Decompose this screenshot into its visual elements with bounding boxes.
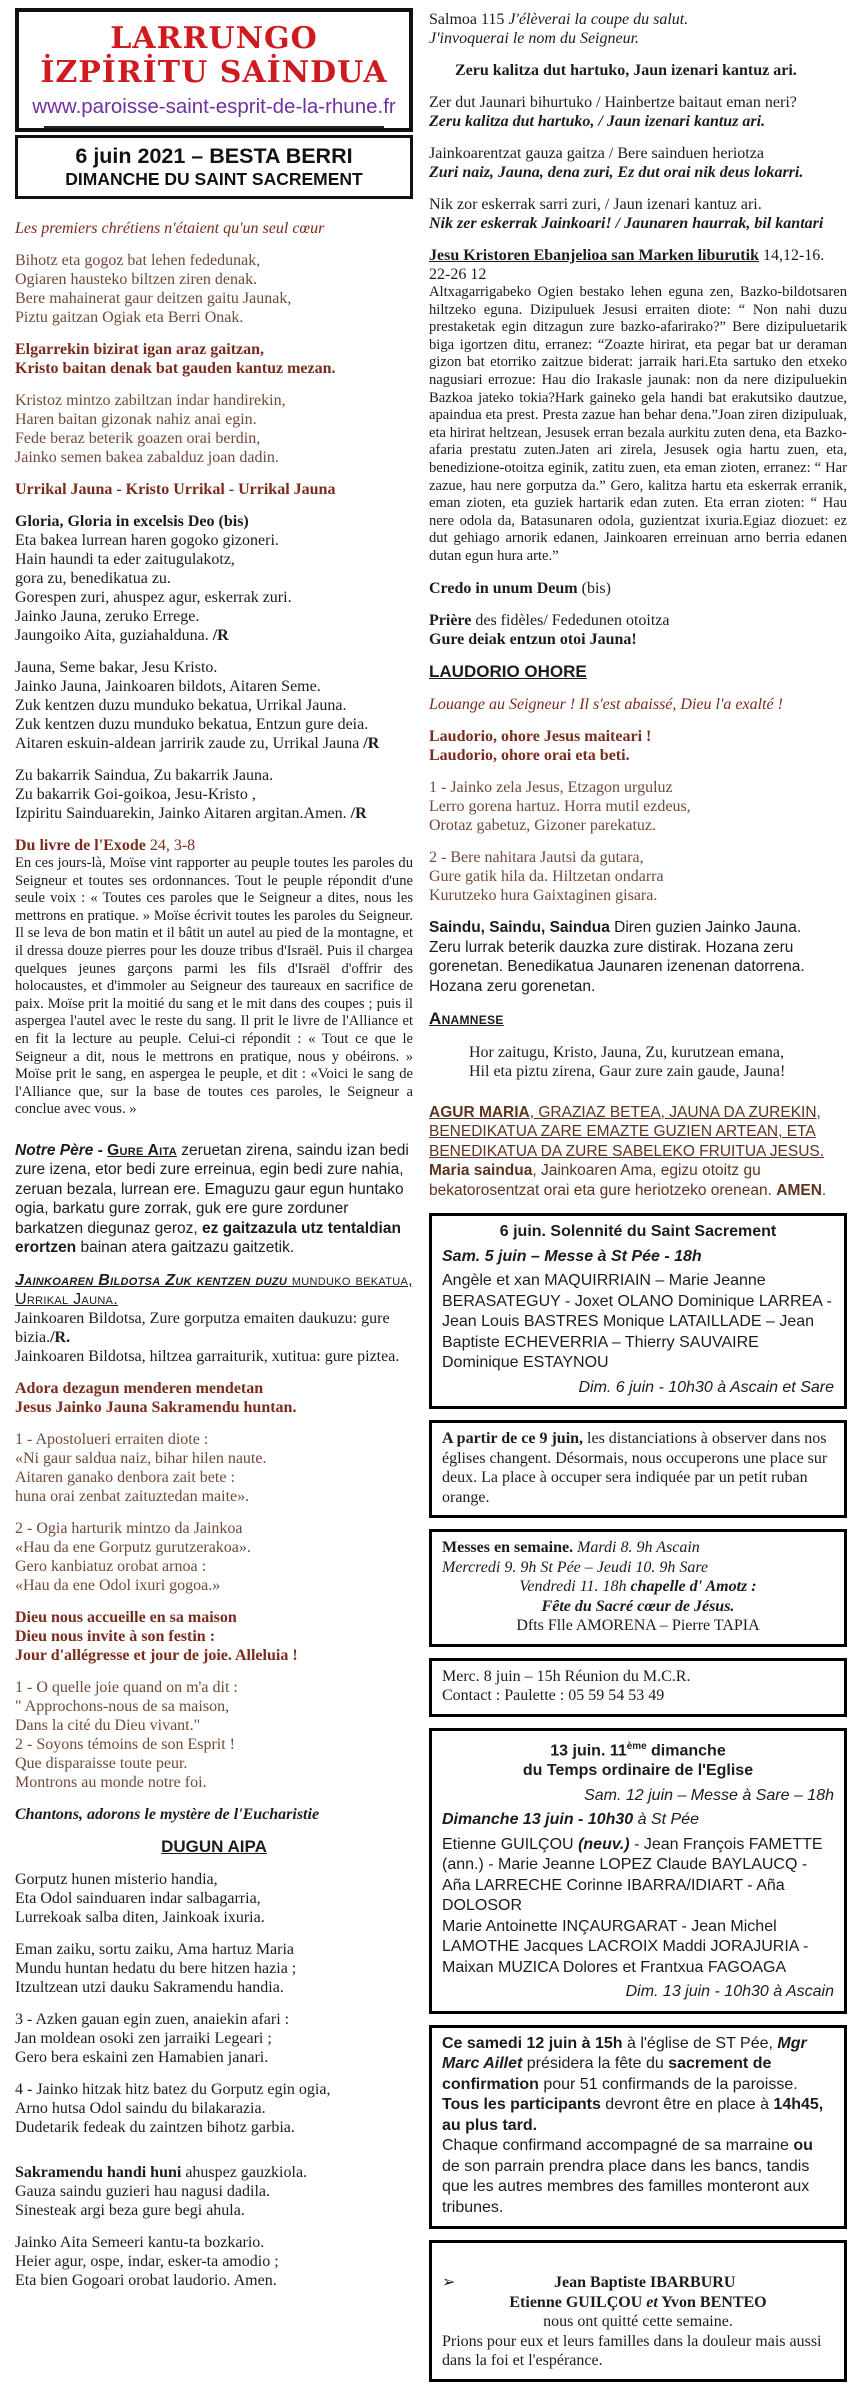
paragraph (15, 251, 413, 327)
text-run: Fête du Sacré cœur de Jésus. (541, 1597, 735, 1615)
text-line (442, 1538, 834, 1558)
text-line: Gorputz hunen misterio handia, (15, 1871, 218, 1889)
box-distanciation (429, 1420, 847, 1518)
paragraph (442, 1810, 834, 1831)
text-run: Zeru kalitza dut hartuko, / Jaun izenari kantuz ari. (429, 113, 766, 130)
text-line (442, 2273, 834, 2293)
notre-pere (15, 1141, 413, 1258)
laudorio-ohore-title (429, 662, 847, 683)
text-line: Bihotz eta gogoz bat lehen fededunak, (15, 252, 261, 269)
paragraph (429, 93, 847, 131)
text-line (15, 626, 413, 645)
text-run: Zuri naiz, Jauna, dena zuri, Ez dut orai nik deus lokarri. (429, 164, 804, 181)
text-line (429, 29, 847, 48)
paragraph (442, 1222, 834, 1243)
text-line: Laudorio, ohore Jesus maiteari ! (429, 728, 652, 745)
text-run: à l'église de ST Pée, (622, 2034, 778, 2052)
text-run: Credo in unum Deum (429, 579, 578, 597)
paragraph (429, 195, 847, 233)
text-line: Aitaren ganako denbora zait bete : (15, 1468, 235, 1486)
text-line: huna orai zenbat zaituztedan maite». (15, 1487, 250, 1505)
text-line (442, 1616, 834, 1636)
text-run: 14h45, au plus tard. (442, 2096, 824, 2134)
text-line (429, 1009, 847, 1030)
paragraph (15, 1870, 413, 1927)
box-13-juin (429, 1728, 847, 2014)
right-column-content (429, 10, 847, 2382)
text-line: Kristoz mintzo zabiltzan indar handirekin, (15, 392, 286, 409)
paragraph (429, 611, 847, 649)
paragraph (15, 1519, 413, 1595)
text-line: Hain haundi ta eder zaitugulakotz, (15, 551, 235, 568)
right-column (429, 8, 847, 2393)
paragraph (15, 1678, 413, 1792)
text-line: 2 - Ogia harturik mintzo da Jainkoa (15, 1519, 243, 1537)
psalm-115 (429, 10, 847, 48)
text-line (429, 630, 847, 649)
text-line: 6 juin. Solennité du Saint Sacrement (499, 1223, 777, 1240)
text-run: AGUR MARIA (429, 1103, 530, 1121)
paragraph (442, 1271, 834, 1374)
text-line: Orotaz gabetuz, Gizoner parekatuz. (429, 817, 656, 834)
text-line: Jainko Jauna, Jainkoaren bildots, Aitaren Seme. (15, 678, 321, 695)
text-line (429, 611, 847, 630)
text-run: ou (793, 2137, 813, 2155)
paragraph (442, 1378, 834, 1399)
text-line: Haren baitan gizonak nahiz anai egin. (15, 411, 257, 428)
hymn-title-dugun-aipa (15, 1837, 413, 1858)
text-run: pour 51 confirmands de la paroisse. (538, 2075, 798, 2093)
text-run: ahuspez gauzkiola. (181, 2164, 308, 2182)
text-run: (neuv.) (578, 1835, 630, 1853)
sanctus (429, 918, 847, 996)
text-line: Dudetarik fedeak du zaintzen bihotz garbia. (15, 2119, 295, 2137)
paragraph (442, 1667, 834, 1706)
text-line: Sam. 12 juin – Messe à Sare – 18h (584, 1786, 834, 1804)
text-run: AMEN (776, 1181, 822, 1199)
paragraph (442, 1538, 834, 1636)
text-line: Angèle et xan MAQUIRRIAIN – Marie Jeanne BERASATEGUY - Joxet OLANO Dominique LARREA - Jean Louis BASTRES Monique LATAILLADE – Jean Baptiste ECHEVERRIA – Thierry SAUVAIRE Dominique ESTAYNOU (442, 1272, 832, 1371)
text-run: Jainkoaren Bildotsa Zuk kentzen duzu (15, 1271, 288, 1289)
text-line: Mundu huntan hedatu du bere hitzen hazia ; (15, 1960, 297, 1978)
text-run: et (646, 2293, 658, 2311)
paragraph (15, 2233, 413, 2290)
text-run: - Jean François FAMETTE (ann.) - Marie Jeanne LOPEZ Claude BAYLAUCQ - Aña LARRECHE Corinne IBARRA/IDIART - Aña DOLOSOR (442, 1835, 823, 1915)
paragraph (429, 727, 847, 765)
paragraph (442, 1786, 834, 1807)
text-line: Dim. 13 juin - 10h30 à Ascain (625, 1983, 834, 2001)
date-title-box (15, 135, 413, 199)
text-run: Salmoa 115 (429, 11, 509, 28)
paragraph (15, 2163, 413, 2220)
text-run: des fidèles/ Fededunen otoitza (471, 611, 670, 629)
text-run: 13 juin. 11 (550, 1741, 627, 1759)
text-line (442, 1577, 834, 1597)
text-line: Jauna, Seme bakar, Jesu Kristo. (15, 659, 218, 676)
text-line: Zeru kalitza dut hartuko, Jaun izenari kantuz ari. (455, 62, 797, 79)
text-line: Adora dezagun menderen mendetan (15, 1379, 264, 1397)
text-run: ez gaitzazula utz tentaldian erortzen (15, 1219, 401, 1257)
text-run: . (821, 1181, 827, 1199)
text-line: Dim. 6 juin - 10h30 à Ascain et Sare (578, 1378, 834, 1396)
text-line: Fede beraz beterik goazen orai berdin, (15, 430, 261, 447)
box-6-juin (429, 1213, 847, 1409)
text-run: , GRAZIAZ BETEA, JAUNA DA ZUREKIN, BENEDIKATUA ZARE EMAZTE GUZIEN ARTEAN, ETA BENEDIKATUA DA ZURE SABELEKO FRUITUA JESUS. (429, 1103, 825, 1160)
text-line: Ogiaren hausteko biltzen ziren denak. (15, 271, 258, 288)
text-line: Jainkoaren Bildotsa, hiltzea garraiturik, xutitua: gure piztea. (15, 1347, 400, 1365)
text-line: Hil eta piztu zirena, Gaur zure zain gaude, Jauna! (469, 1062, 786, 1080)
text-line: Kristo baitan denak bat gauden kantuz mezan. (15, 360, 336, 377)
jainkoaren-bildotsa (15, 1271, 413, 1366)
box-deces (429, 2240, 847, 2382)
text-line: Piztu gaitzan Ogiak eta Berri Onak. (15, 309, 244, 326)
text-line: Gero bera eskaini zen Hamabien janari. (15, 2049, 269, 2067)
text-line: Gero kanbiatuz orobat arnoa : (15, 1557, 207, 1575)
paragraph (442, 1835, 834, 1979)
paragraph (15, 340, 413, 378)
text-line: Altxagarrigabeko Ogien bestako lehen eguna zen, Bazko-bildotsaren hiltzeko eguna. Dizipuluek Jesusi erraiten diote: “ Non nahi duzu prestaketak egin ditzagun zure bazko-afarirako?” Bere dizipuluetarik biga igortzen ditu, erranez: “Zoazte hirirat, eta pegar bat ur deraman gizon bat etorriko zaitzue biderat: jarraik hari.Eta sartuko den etxeko nagusiari errozue: Hau dio Irakasle jaunak: non da nere dizipuluekin Bazkoa jateko tokia?Hark gaineko gela handi bat erakutsiko dautzue, apaindua eta prest. Presta zazue han behar dena.”Joan ziren dizipuluak, eta hirirat heltzean, Jesusek erran bezala aurkitu zuten dena, eta Bazko-afaria prestatu zuten.Jaten ari zirela, Jesusek ogia hartu zuen, eta, benedizione-otoitza eginik, zatitu zuen, eta eman zioten, erranez: “ Har zazue, hau nere gorputza da.” Gero, kalitza hartu eta eskerrak erranik, eman zioten, eta guziek hartarik edan zuten. Eta erran zioten: “ Hau nere odola da, Batasunaren odola, guzientzat ixuria.Egiaz diozuet: ez dut gehiago arnorik edanen, Jainkoaren erreinuan arno berria edanen dutan egun hura arte.” (429, 284, 847, 564)
text-line (429, 1161, 847, 1200)
text-line: Nik zor eskerrak sarri zuri, / Jaun izenari kantuz ari. (429, 196, 762, 213)
text-line: 2 - Bere nahitara Jautsi da gutara, (429, 849, 644, 866)
text-line: Louange au Seigneur ! Il s'est abaissé, Dieu l'a exalté ! (429, 696, 783, 713)
text-run: de son parrain prendra place dans les bancs, tandis que les autres membres des familles monteront aux tribunes. (442, 2157, 810, 2216)
text-run: ➢ (442, 2274, 456, 2292)
text-run: 14,12-16. 22-26 12 (429, 247, 825, 283)
agur-maria (429, 1103, 847, 1201)
text-line: Eta Odol sainduaren indar salbagarria, (15, 1890, 261, 1908)
text-line (15, 1141, 413, 1258)
text-line: Sinesteak argi beza gure begi ahula. (15, 2202, 245, 2220)
paragraph (429, 144, 847, 182)
text-line: Jainkoarentzat gauza gaitza / Bere sainduen heriotza (429, 145, 764, 162)
text-line (15, 1309, 413, 1347)
paragraph (429, 61, 847, 80)
text-line: Bere mahainerat gaur deitzen gaitu Jaunak, (15, 290, 292, 307)
text-line: Urrikal Jauna - Kristo Urrikal - Urrikal Jauna (15, 481, 336, 498)
reading-exode (15, 836, 413, 1119)
text-line: Jour d'allégresse et jour de joie. Alleluia ! (15, 1646, 298, 1664)
text-run: DUGUN AIPA (161, 1836, 267, 1856)
text-line (442, 2136, 834, 2218)
text-line: Lerro gorena hartuz. Horra mutil ezdeus, (429, 798, 691, 815)
left-column (15, 8, 413, 2393)
left-column-content (15, 219, 413, 2290)
text-line (442, 1810, 834, 1831)
paragraph (15, 658, 413, 753)
text-line: Zuk kentzen duzu munduko bekatua, Urrikal Jauna. (15, 697, 347, 714)
text-run: Mardi 8. 9h Ascain (577, 1539, 700, 1556)
text-line (15, 836, 413, 855)
text-run: Nik zer eskerrak Jainkoari! / Jaunaren haurrak, bil kantari (429, 215, 824, 232)
text-line: Eta bakea lurrean haren gogoko gizoneri. (15, 532, 279, 549)
paragraph (15, 391, 413, 467)
text-line: Lurrekoak salba diten, Jainkoak ixuria. (15, 1909, 265, 1927)
text-run: /R (363, 735, 380, 752)
text-line: Contact : Paulette : 05 59 54 53 49 (442, 1687, 665, 1704)
text-line: «Ni gaur saldua naiz, bihar hilen naute. (15, 1449, 267, 1467)
text-line (442, 1835, 834, 1917)
text-line (15, 1271, 413, 1309)
text-run: J'invoquerai le nom du Seigneur. (429, 30, 640, 47)
paragraph (442, 1737, 834, 1782)
text-run: Du livre de l'Exode (15, 837, 146, 854)
text-run: Etienne GUILÇOU (442, 1835, 579, 1853)
text-line: Hor zaitugu, Kristo, Jauna, Zu, kurutzean emana, (469, 1043, 785, 1061)
text-line: Arno hutsa Odol saindu du bilakarazia. (15, 2100, 266, 2118)
paragraph (442, 2034, 834, 2219)
parish-name: LARRUNGO İZPİRİTU SAİNDUA (40, 21, 388, 90)
paragraph (15, 480, 413, 499)
paragraph (15, 1805, 413, 1824)
text-run: Anamnese (429, 1009, 504, 1028)
text-run: Vendredi 11. 18h (519, 1578, 631, 1595)
text-line: Marie Antoinette INÇAURGARAT - Jean Michel LAMOTHE Jacques LACROIX Maddi JORAJURIA - Maixan MUZICA Dolores et Frantxua FAGOAGA (442, 1917, 809, 1976)
text-run: LAUDORIO OHORE (429, 661, 587, 681)
text-run: /R. (50, 1328, 71, 1346)
text-line: 3 - Azken gauan egin zuen, anaiekin afari : (15, 2011, 290, 2029)
text-line: Chantons, adorons le mystère de l'Eucharistie (15, 1805, 320, 1823)
text-line: 4 - Jainko hitzak hitz batez du Gorputz egin ogia, (15, 2081, 331, 2099)
text-run: Messes en semaine. (442, 1539, 578, 1556)
text-line: Jainko semen bakea zabalduz joan dadin. (15, 449, 279, 466)
text-run: Sakramendu handi huni (15, 2164, 182, 2182)
text-line: Merc. 8 juin – 15h Réunion du M.C.R. (442, 1667, 691, 1685)
paragraph (15, 2080, 413, 2137)
text-line (442, 1737, 834, 1762)
box-messes-semaine (429, 1529, 847, 1647)
text-line (442, 2034, 834, 2096)
text-run: munduko bekatua, Urrikal Jauna. (15, 1271, 413, 1308)
text-line (429, 214, 847, 233)
text-line (429, 918, 847, 938)
text-line: Heier agur, ospe, indar, esker-ta amodio ; (15, 2253, 279, 2271)
anamnese-title (429, 1009, 847, 1030)
text-run: Izpiritu Sainduarekin, Jainko Aitaren argitan.Amen. (15, 805, 351, 822)
paragraph (442, 1429, 834, 1507)
text-line (442, 2095, 834, 2136)
text-line: Dans la cité du Dieu vivant." (15, 1716, 201, 1734)
text-line: Laudorio, ohore orai eta beti. (429, 747, 630, 764)
text-run: Gure Aita (107, 1141, 177, 1159)
text-line (15, 1837, 413, 1858)
box-confirmation (429, 2025, 847, 2230)
text-run: Tous les participants (442, 2096, 601, 2114)
paragraph (442, 2249, 834, 2371)
text-line: Sam. 5 juin – Messe à St Pée - 18h (442, 1247, 702, 1265)
text-line (429, 1103, 847, 1162)
text-line: «Hau da ene Odol ixuri gogoa.» (15, 1576, 221, 1594)
logo-underline (44, 126, 384, 128)
text-line: Elgarrekin bizirat igan araz gaitzan, (15, 341, 265, 358)
text-line: du Temps ordinaire de l'Eglise (522, 1762, 754, 1780)
text-line: Zer dut Jaunari bihurtuko / Hainbertze baitaut eman neri? (429, 94, 797, 111)
text-line (429, 112, 847, 131)
text-run: /R (212, 627, 229, 644)
paragraph (15, 2010, 413, 2067)
text-line (429, 246, 847, 284)
paragraph (15, 766, 413, 823)
paragraph (429, 695, 847, 714)
text-line: Gure gatik hila da. Hiltzetan ondarra (429, 868, 664, 885)
text-line: Jan moldean osoki zen jarraiki Legeari ; (15, 2030, 272, 2048)
text-run: Jainkoaren Bildotsa, Zure gorputza emaiten daukuzu: gure bizia. (15, 1309, 390, 1346)
text-line: «Hau da ene Gorputz gurutzerakoa». (15, 1538, 251, 1556)
text-line: Prions pour eux et leurs familles dans la douleur mais aussi dans la foi et l'espérance. (442, 2332, 822, 2370)
text-run: , Jainkoaren Ama, egizu otoitz gu bekatorosentzat orai eta gure heriotzeko orenean. (429, 1162, 777, 1199)
text-line: Eta bien Gogoari orobat laudorio. Amen. (15, 2272, 277, 2290)
text-run: Mercredi 9. 9h St Pée – Jeudi 10. 9h Sare (442, 1558, 709, 1576)
text-run: Jesu Kristoren Ebanjelioa san Marken liburutik (429, 247, 759, 264)
text-run: Chaque confirmand accompagné de sa marraine (442, 2137, 794, 2155)
text-line (429, 10, 847, 29)
parish-logo-box (15, 8, 413, 132)
text-line: Que disparaisse toute peur. (15, 1754, 188, 1772)
text-run: les distanciations à observer dans nos églises changent. Désormais, nous occuperons une place sur deux. La place à occuper sera indiquée par un petit ruban orange. (442, 1430, 828, 1506)
text-line (442, 1429, 834, 1507)
text-run: Gure deiak entzun otoi Jauna! (429, 630, 637, 648)
text-line: Dieu nous accueille en sa maison (15, 1608, 237, 1626)
text-run: Yvon BENTEO (657, 2293, 767, 2311)
box-mcr (429, 1658, 847, 1717)
text-run: Diren guzien Jainko Jauna. (609, 919, 802, 936)
text-line: Montrons au monde notre foi. (15, 1773, 207, 1791)
text-line: 2 - Soyons témoins de son Esprit ! (15, 1735, 235, 1753)
text-line: Jainko Jauna, zeruko Errege. (15, 608, 200, 625)
text-line: Jesus Jainko Jauna Sakramendu huntan. (15, 1398, 297, 1416)
paragraph (15, 1608, 413, 1665)
text-line: Zeru lurrak beterik dauzka zure distirak. Hozana zeru gorenetan. Benedikatua Jaunaren izenenan datorrena. Hozana zeru gorenetan. (429, 938, 805, 995)
text-run: Ce samedi 12 juin à 15h (442, 2034, 623, 2052)
text-line (15, 804, 413, 823)
text-line (442, 2312, 834, 2332)
text-run: présidera la fête du (522, 2055, 669, 2073)
bulletin-date-title: 6 juin 2021 – BESTA BERRI (75, 144, 353, 168)
text-run: Dimanche 13 juin - 10h30 (442, 1811, 638, 1829)
text-line: gora zu, benedikatua zu. (15, 570, 171, 587)
text-run: Etienne GUILÇOU (509, 2293, 647, 2311)
text-line (429, 579, 847, 598)
paragraph (442, 1247, 834, 1268)
text-line (442, 2293, 834, 2313)
text-run: bainan atera gaitzazu gaitzetik. (76, 1239, 295, 1257)
gospel-mark (429, 246, 847, 566)
text-line: Les premiers chrétiens n'étaient qu'un seul cœur (15, 220, 325, 237)
text-run: sacrement de confirmation (442, 2055, 772, 2093)
text-line: Gauza saindu guzieri hau nagusi dadila. (15, 2183, 271, 2201)
text-run: dimanche (646, 1741, 726, 1759)
text-line: Itzultzean utzi dauku Sakramendu handia. (15, 1979, 284, 1997)
text-line: Dieu nous invite à son festin : (15, 1627, 216, 1645)
intro-line (15, 219, 413, 238)
paragraph (15, 1430, 413, 1506)
text-run: Dfts Flle AMORENA – Pierre TAPIA (516, 1617, 760, 1634)
text-run: Maria saindua (429, 1162, 533, 1179)
text-run: J'élèverai la coupe du salut. (508, 11, 689, 28)
text-run: Aitaren eskuin-aldean jarririk zaude zu, Urrikal Jauna (15, 735, 364, 752)
text-run: zeruetan zirena, saindu izan bedi zure izena, etor bedi zure erreinua, egin bedi zure nahia, zeruan bezala, lurrean ere. Emaguzu gaur egun huntako ogia, barkatu gure zorrak, guk ere gure zorduner barkatzen diegunaz geroz, (15, 1141, 409, 1237)
paragraph (429, 778, 847, 835)
text-run: Mgr Marc Aillet (442, 2034, 807, 2073)
paragraph (15, 1940, 413, 1997)
text-line (429, 662, 847, 683)
text-line (15, 512, 413, 531)
paragraph (429, 579, 847, 598)
paragraph (429, 848, 847, 905)
text-line (429, 163, 847, 182)
text-run: Gloria, Gloria in excelsis Deo (bis) (15, 513, 249, 530)
text-run: /R (350, 805, 367, 822)
text-line (442, 1597, 834, 1617)
text-run: 24, 3-8 (145, 837, 196, 854)
parish-website-url: www.paroisse-saint-esprit-de-la-rhune.fr (32, 95, 396, 118)
text-line: En ces jours-là, Moïse vint rapporter au peuple toutes les paroles du Seigneur et toutes ses ordonnances. Tout le peuple répondit d'une seule voix : « Toutes ces paroles que le Seigneur a dites, nous les mettrons en pratique. » Moïse écrivit toutes les paroles du Seigneur. Il se leva de bon matin et il bâtit un autel au pied de la montagne, et il dressa douze pierres pour les douze tribus d'Israël. Puis il chargea quelques jeunes garçons parmi les fils d'Israël d'offrir des holocaustes, et d'immoler au Seigneur des taureaux en sacrifice de paix. Moïse prit la moitié du sang et le mit dans des coupes ; puis il aspergea l'autel avec le reste du sang. Il prit le livre de l'Alliance et en fit la lecture au peuple. Celui-ci répondit : « Tout ce que le Seigneur a dit, nous le mettrons en pratique, nous y obéirons. » Moïse prit le sang, en aspergea le peuple, et dit : «Voici le sang de l'Alliance que, sur la base de toutes ces paroles, le Seigneur a conclue avec vous. » (15, 855, 413, 1118)
text-line: Kurutzeko hura Gaixtaginen gisara. (429, 887, 658, 904)
text-run: ème (626, 1740, 647, 1752)
text-run: devront être en place à (600, 2096, 774, 2114)
text-line: 1 - Apostolueri erraiten diote : (15, 1430, 209, 1448)
text-run: A partir de ce 9 juin, (442, 1430, 584, 1447)
text-run: Prière (429, 611, 472, 629)
text-line: 1 - O quelle joie quand on m'a dit : (15, 1678, 238, 1696)
bulletin-subtitle: DIMANCHE DU SAINT SACREMENT (65, 169, 363, 189)
paragraph (442, 1982, 834, 2003)
text-line (15, 734, 413, 753)
text-run: (bis) (577, 579, 611, 597)
text-line: Eman zaiku, sortu zaiku, Ama hartuz Maria (15, 1941, 295, 1959)
text-line: Zuk kentzen duzu munduko bekatua, Entzun gure deia. (15, 716, 369, 733)
text-run: Jaungoiko Aita, guziahalduna. (15, 627, 213, 644)
text-run: Notre Père - (15, 1141, 108, 1159)
text-run: Jean Baptiste IBARBURU (554, 2274, 736, 2292)
text-run: nous ont quitté cette semaine. (543, 2313, 733, 2331)
text-line: Zu bakarrik Goi-goikoa, Jesu-Kristo , (15, 786, 256, 803)
paragraph (15, 512, 413, 645)
paragraph (429, 1043, 847, 1081)
text-line (15, 2163, 413, 2182)
paragraph (15, 1379, 413, 1417)
text-line: Gorespen zuri, ahuspez agur, eskerrak zuri. (15, 589, 292, 606)
text-line: 1 - Jainko zela Jesus, Etzagon urguluz (429, 779, 673, 796)
text-line: Zu bakarrik Saindua, Zu bakarrik Jauna. (15, 767, 274, 784)
text-run: à St Pée (637, 1811, 699, 1829)
text-line: Jainko Aita Semeeri kantu-ta bozkario. (15, 2234, 265, 2252)
text-run: Saindu, Saindu, Saindua (429, 919, 610, 936)
text-run: chapelle d' Amotz : (630, 1578, 757, 1595)
text-line: " Approchons-nous de sa maison, (15, 1697, 230, 1715)
text-line (442, 1558, 834, 1578)
